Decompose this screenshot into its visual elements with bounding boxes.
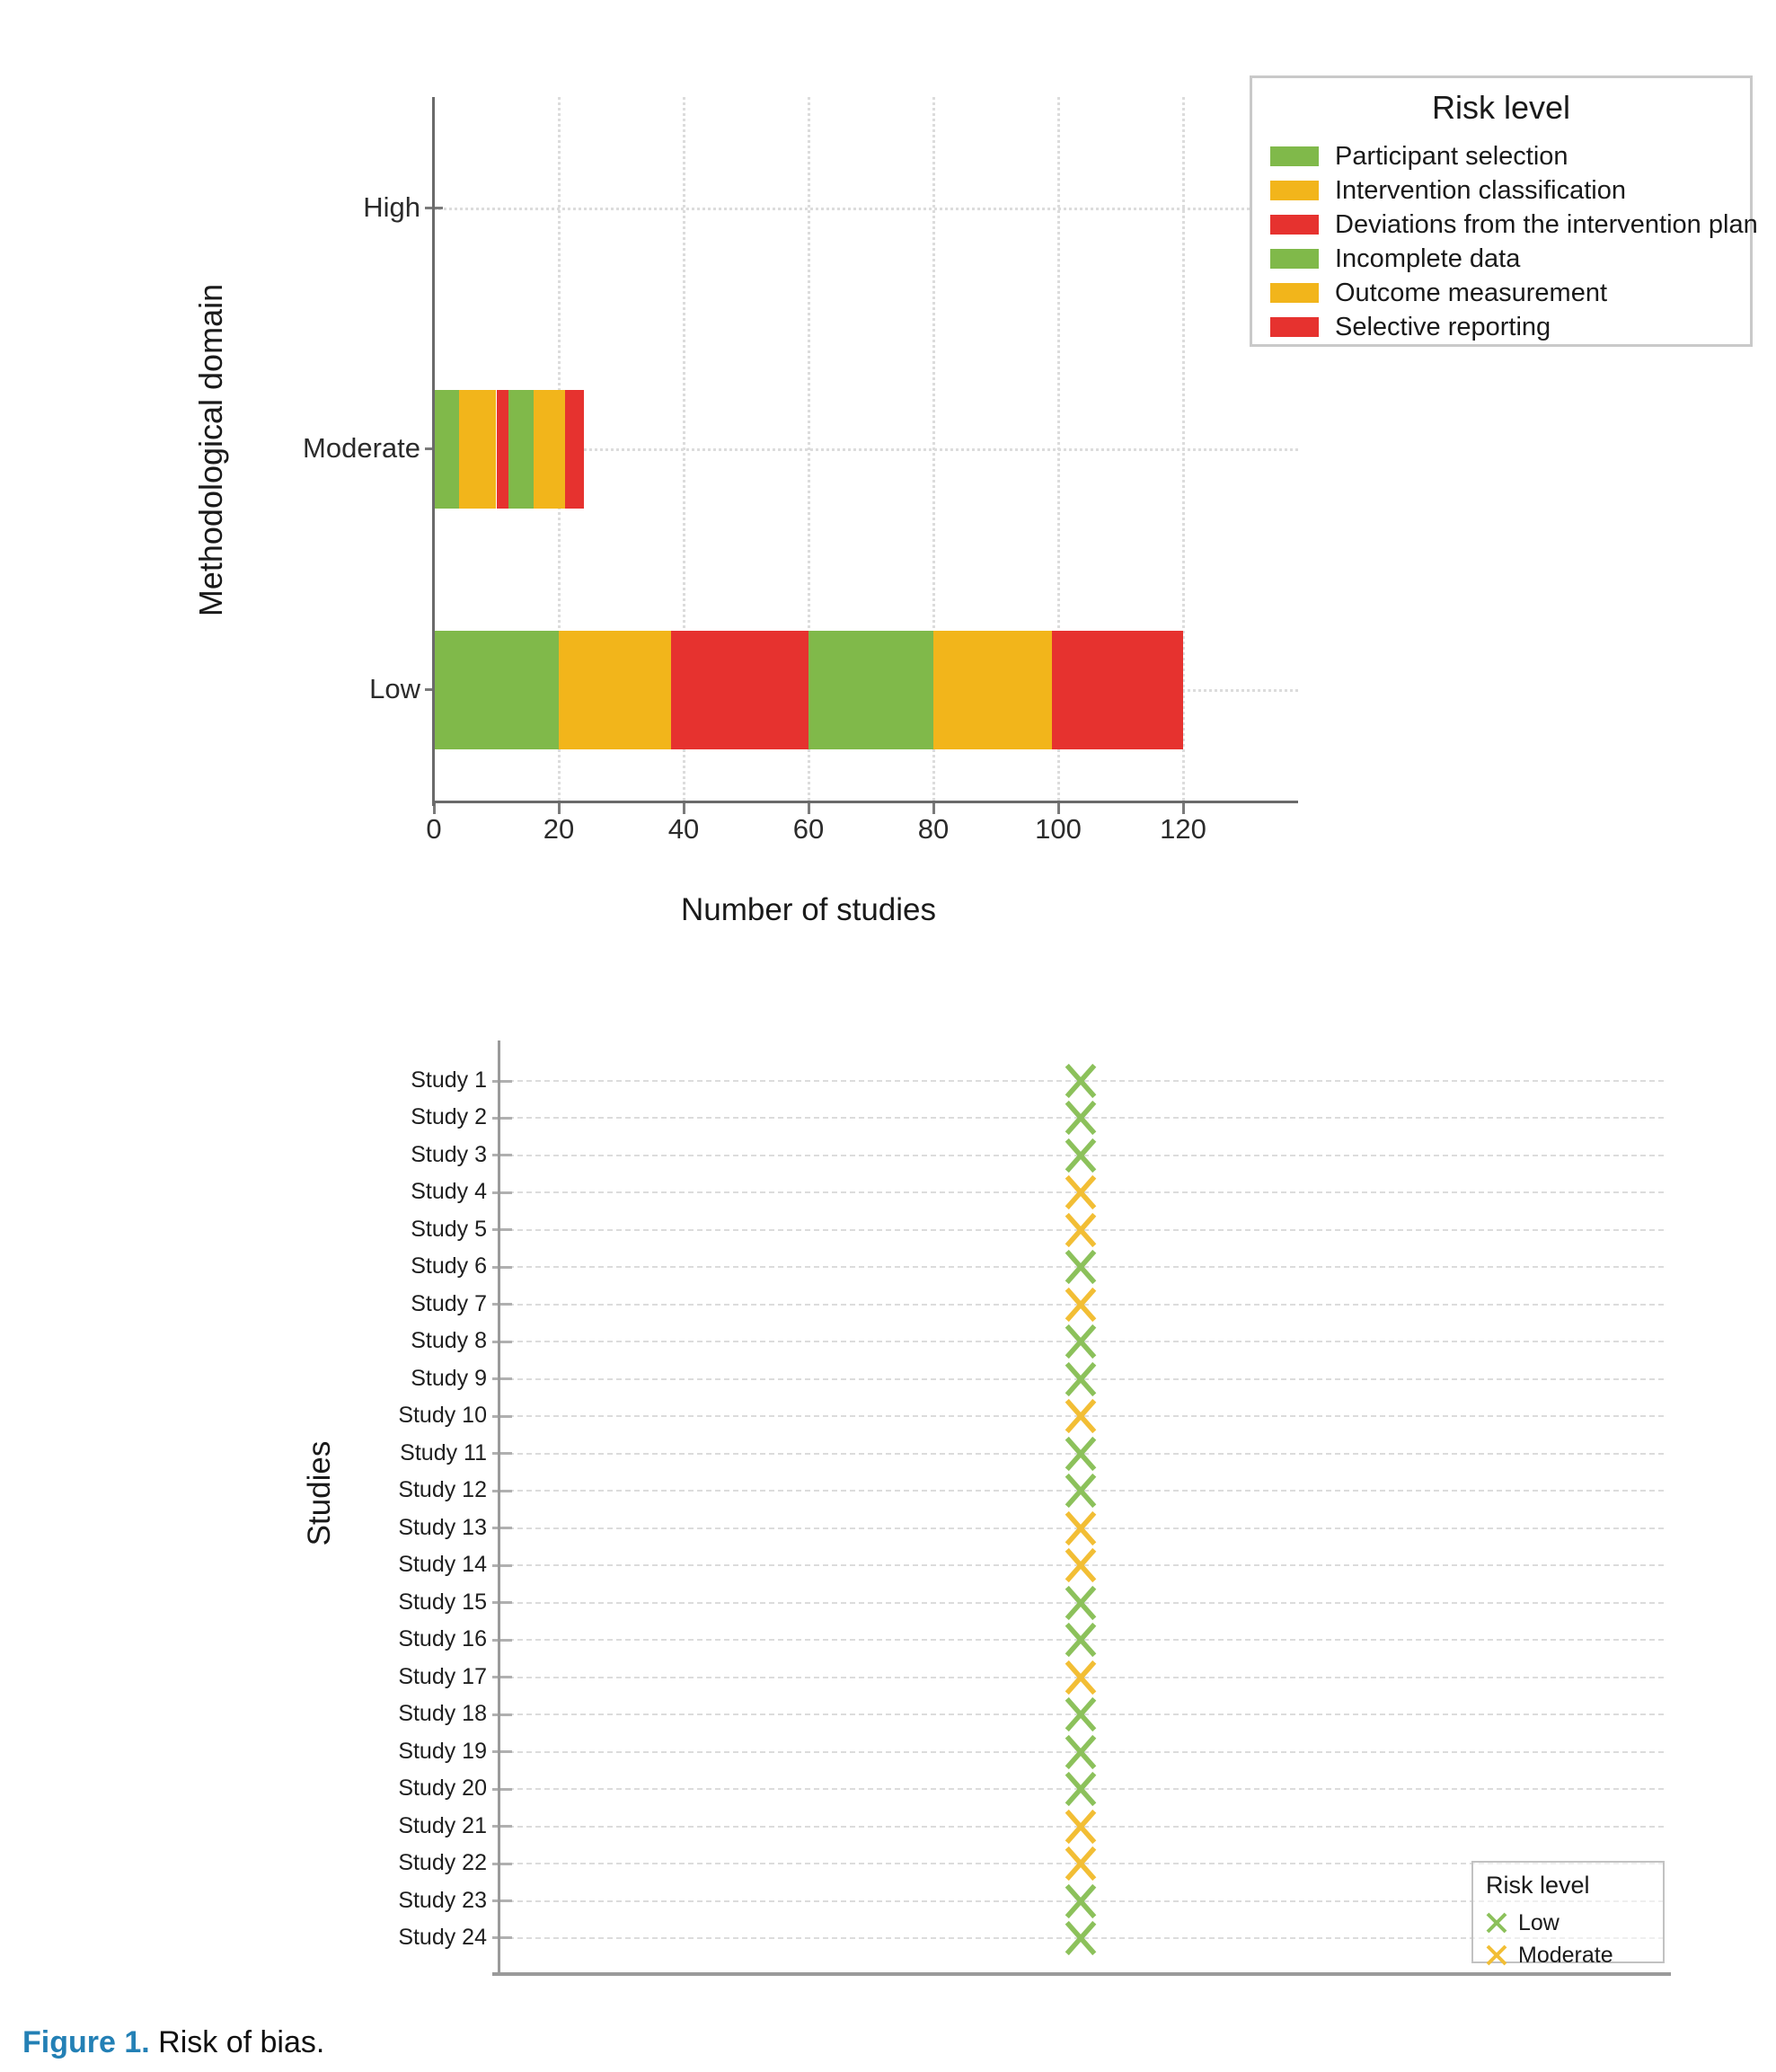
bar-segment-selective-reporting [1052, 631, 1183, 749]
bar-segment-deviations-from-the-intervention-plan [497, 390, 509, 509]
x-marker-icon [1486, 1912, 1507, 1934]
study-label: Study 13 [398, 1514, 487, 1540]
bar-segment-participant-selection [434, 631, 559, 749]
legend-swatch-icon [1270, 249, 1319, 269]
legend-item-label: Outcome measurement [1335, 278, 1608, 307]
figure-caption-label: Figure 1. [22, 2025, 150, 2059]
legend-swatch-icon [1270, 283, 1319, 303]
x-marker-low [1065, 1696, 1097, 1732]
x-marker-low [1065, 1361, 1097, 1397]
x-marker-low [1065, 1324, 1097, 1359]
y-axis-tick [492, 1080, 512, 1083]
study-label: Study 16 [398, 1626, 487, 1652]
x-marker-moderate [1065, 1287, 1097, 1323]
study-label: Study 4 [411, 1179, 487, 1205]
y-axis-tick [492, 1490, 512, 1492]
x-tick-label: 120 [1160, 813, 1206, 845]
legend-swatch-icon [1270, 181, 1319, 200]
bar-segment-incomplete-data [508, 390, 534, 509]
x-axis-line [432, 801, 1298, 803]
y-axis-tick [492, 1415, 512, 1418]
bar-segment-selective-reporting [565, 390, 584, 509]
x-marker-moderate [1065, 1174, 1097, 1210]
y-axis-tick [492, 1899, 512, 1902]
bar-segment-incomplete-data [808, 631, 933, 749]
legend-item [1252, 173, 1750, 208]
bar-segment-intervention-classification [459, 390, 497, 509]
study-label: Study 22 [398, 1850, 487, 1876]
bar-segment-intervention-classification [559, 631, 671, 749]
y-axis-tick [492, 1303, 512, 1306]
x-marker-low [1065, 1585, 1097, 1621]
legend-swatch-icon [1270, 215, 1319, 235]
y-axis-tick [492, 1452, 512, 1455]
study-label: Study 9 [411, 1365, 487, 1391]
study-chart-legend [1471, 1861, 1665, 1968]
bar-segment-outcome-measurement [534, 390, 565, 509]
x-tick-label: 40 [667, 813, 700, 845]
x-marker-low [1065, 1622, 1097, 1658]
y-axis-tick [492, 1341, 512, 1343]
category-label: High [363, 191, 420, 223]
x-marker-icon [1486, 1944, 1507, 1966]
x-tick-label: 100 [1035, 813, 1082, 845]
x-marker-moderate [1065, 1398, 1097, 1434]
study-label: Study 19 [398, 1738, 487, 1764]
bar-segment-participant-selection [434, 390, 459, 509]
legend-item [1252, 208, 1758, 242]
x-marker-moderate [1065, 1212, 1097, 1248]
y-axis-title-studies: Studies [302, 1440, 337, 1546]
study-label: Study 2 [411, 1104, 487, 1130]
domain-chart-legend [1250, 75, 1758, 347]
y-axis-tick [492, 1266, 512, 1269]
x-marker-low [1065, 1138, 1097, 1173]
study-label: Study 7 [411, 1290, 487, 1316]
y-axis-tick [492, 1788, 512, 1791]
legend-title: Risk level [1431, 89, 1571, 126]
x-marker-low [1065, 1473, 1097, 1509]
legend-swatch-icon [1270, 317, 1319, 337]
study-label: Study 15 [398, 1589, 487, 1615]
x-tick-label: 80 [917, 813, 950, 845]
gridline [434, 208, 1298, 210]
category-label: Low [369, 673, 420, 704]
y-axis-tick [492, 1527, 512, 1529]
study-label: Study 10 [398, 1403, 487, 1429]
x-axis-line [492, 1972, 1671, 1976]
x-marker-low [1065, 1100, 1097, 1136]
legend-item [1252, 310, 1750, 344]
bar-segment-outcome-measurement [933, 631, 1052, 749]
y-axis-tick [492, 1601, 512, 1604]
study-risk-chart [0, 988, 1776, 2013]
x-marker-moderate [1065, 1660, 1097, 1696]
legend-item-label: Moderate [1518, 1942, 1613, 1968]
legend-item-label: Intervention classification [1335, 175, 1626, 205]
study-label: Study 18 [398, 1701, 487, 1727]
y-axis-tick [492, 1936, 512, 1939]
y-axis-line [498, 1040, 500, 1976]
y-axis-tick [492, 1825, 512, 1828]
x-marker-low [1065, 1063, 1097, 1099]
x-marker-low [1065, 1771, 1097, 1807]
figure-caption [22, 2025, 831, 2060]
legend-item [1252, 139, 1750, 173]
study-label: Study 12 [398, 1477, 487, 1503]
study-label: Study 11 [400, 1439, 487, 1465]
legend-items [1486, 1907, 1650, 1971]
study-label: Study 24 [398, 1924, 487, 1950]
y-axis-line [432, 97, 435, 806]
y-axis-tick [492, 1564, 512, 1567]
x-marker-low [1065, 1249, 1097, 1285]
legend-title: Risk level [1486, 1872, 1590, 1899]
x-tick-label: 0 [426, 813, 442, 845]
y-axis-tick [492, 1639, 512, 1642]
y-axis-tick [492, 1154, 512, 1156]
study-label: Study 14 [398, 1552, 487, 1578]
study-label: Study 5 [411, 1216, 487, 1242]
x-marker-moderate [1065, 1547, 1097, 1583]
figure-caption-text: Risk of bias. [149, 2025, 325, 2059]
x-tick-label: 60 [792, 813, 825, 845]
y-axis-tick [492, 1117, 512, 1120]
y-axis-tick [492, 1750, 512, 1753]
y-axis-title-methodological-domain: Methodological domain [192, 283, 229, 617]
x-marker-moderate [1065, 1809, 1097, 1845]
legend-item-label: Deviations from the intervention plan [1335, 209, 1758, 239]
x-marker-moderate [1065, 1846, 1097, 1882]
legend-item-label: Low [1518, 1909, 1560, 1935]
study-label: Study 8 [411, 1328, 487, 1354]
x-axis-title-number-of-studies: Number of studies [680, 892, 937, 927]
study-label: Study 21 [398, 1812, 487, 1838]
y-axis-tick [492, 1377, 512, 1380]
y-axis-tick [492, 1228, 512, 1231]
study-label: Study 6 [411, 1253, 487, 1280]
x-marker-low [1065, 1436, 1097, 1472]
bar-segment-deviations-from-the-intervention-plan [671, 631, 808, 749]
study-label: Study 23 [398, 1887, 487, 1913]
legend-item [1486, 1907, 1650, 1939]
legend-item-label: Incomplete data [1335, 244, 1521, 273]
y-axis-tick [492, 1676, 512, 1678]
legend-item [1252, 242, 1750, 276]
x-marker-low [1065, 1883, 1097, 1919]
category-label: Moderate [303, 432, 420, 464]
x-tick-label: 20 [543, 813, 575, 845]
study-label: Study 20 [398, 1775, 487, 1802]
y-axis-tick [492, 1191, 512, 1194]
legend-item-label: Participant selection [1335, 141, 1568, 171]
x-marker-low [1065, 1734, 1097, 1770]
study-label: Study 3 [411, 1141, 487, 1167]
y-axis-tick [492, 1713, 512, 1716]
study-label: Study 17 [398, 1663, 487, 1689]
y-axis-tick [492, 1863, 512, 1865]
legend-item-label: Selective reporting [1335, 312, 1551, 341]
legend-items [1252, 139, 1758, 344]
legend-item [1252, 276, 1750, 310]
x-marker-low [1065, 1920, 1097, 1956]
x-marker-moderate [1065, 1510, 1097, 1546]
legend-swatch-icon [1270, 146, 1319, 166]
study-label: Study 1 [411, 1067, 487, 1093]
legend-item [1486, 1939, 1650, 1971]
